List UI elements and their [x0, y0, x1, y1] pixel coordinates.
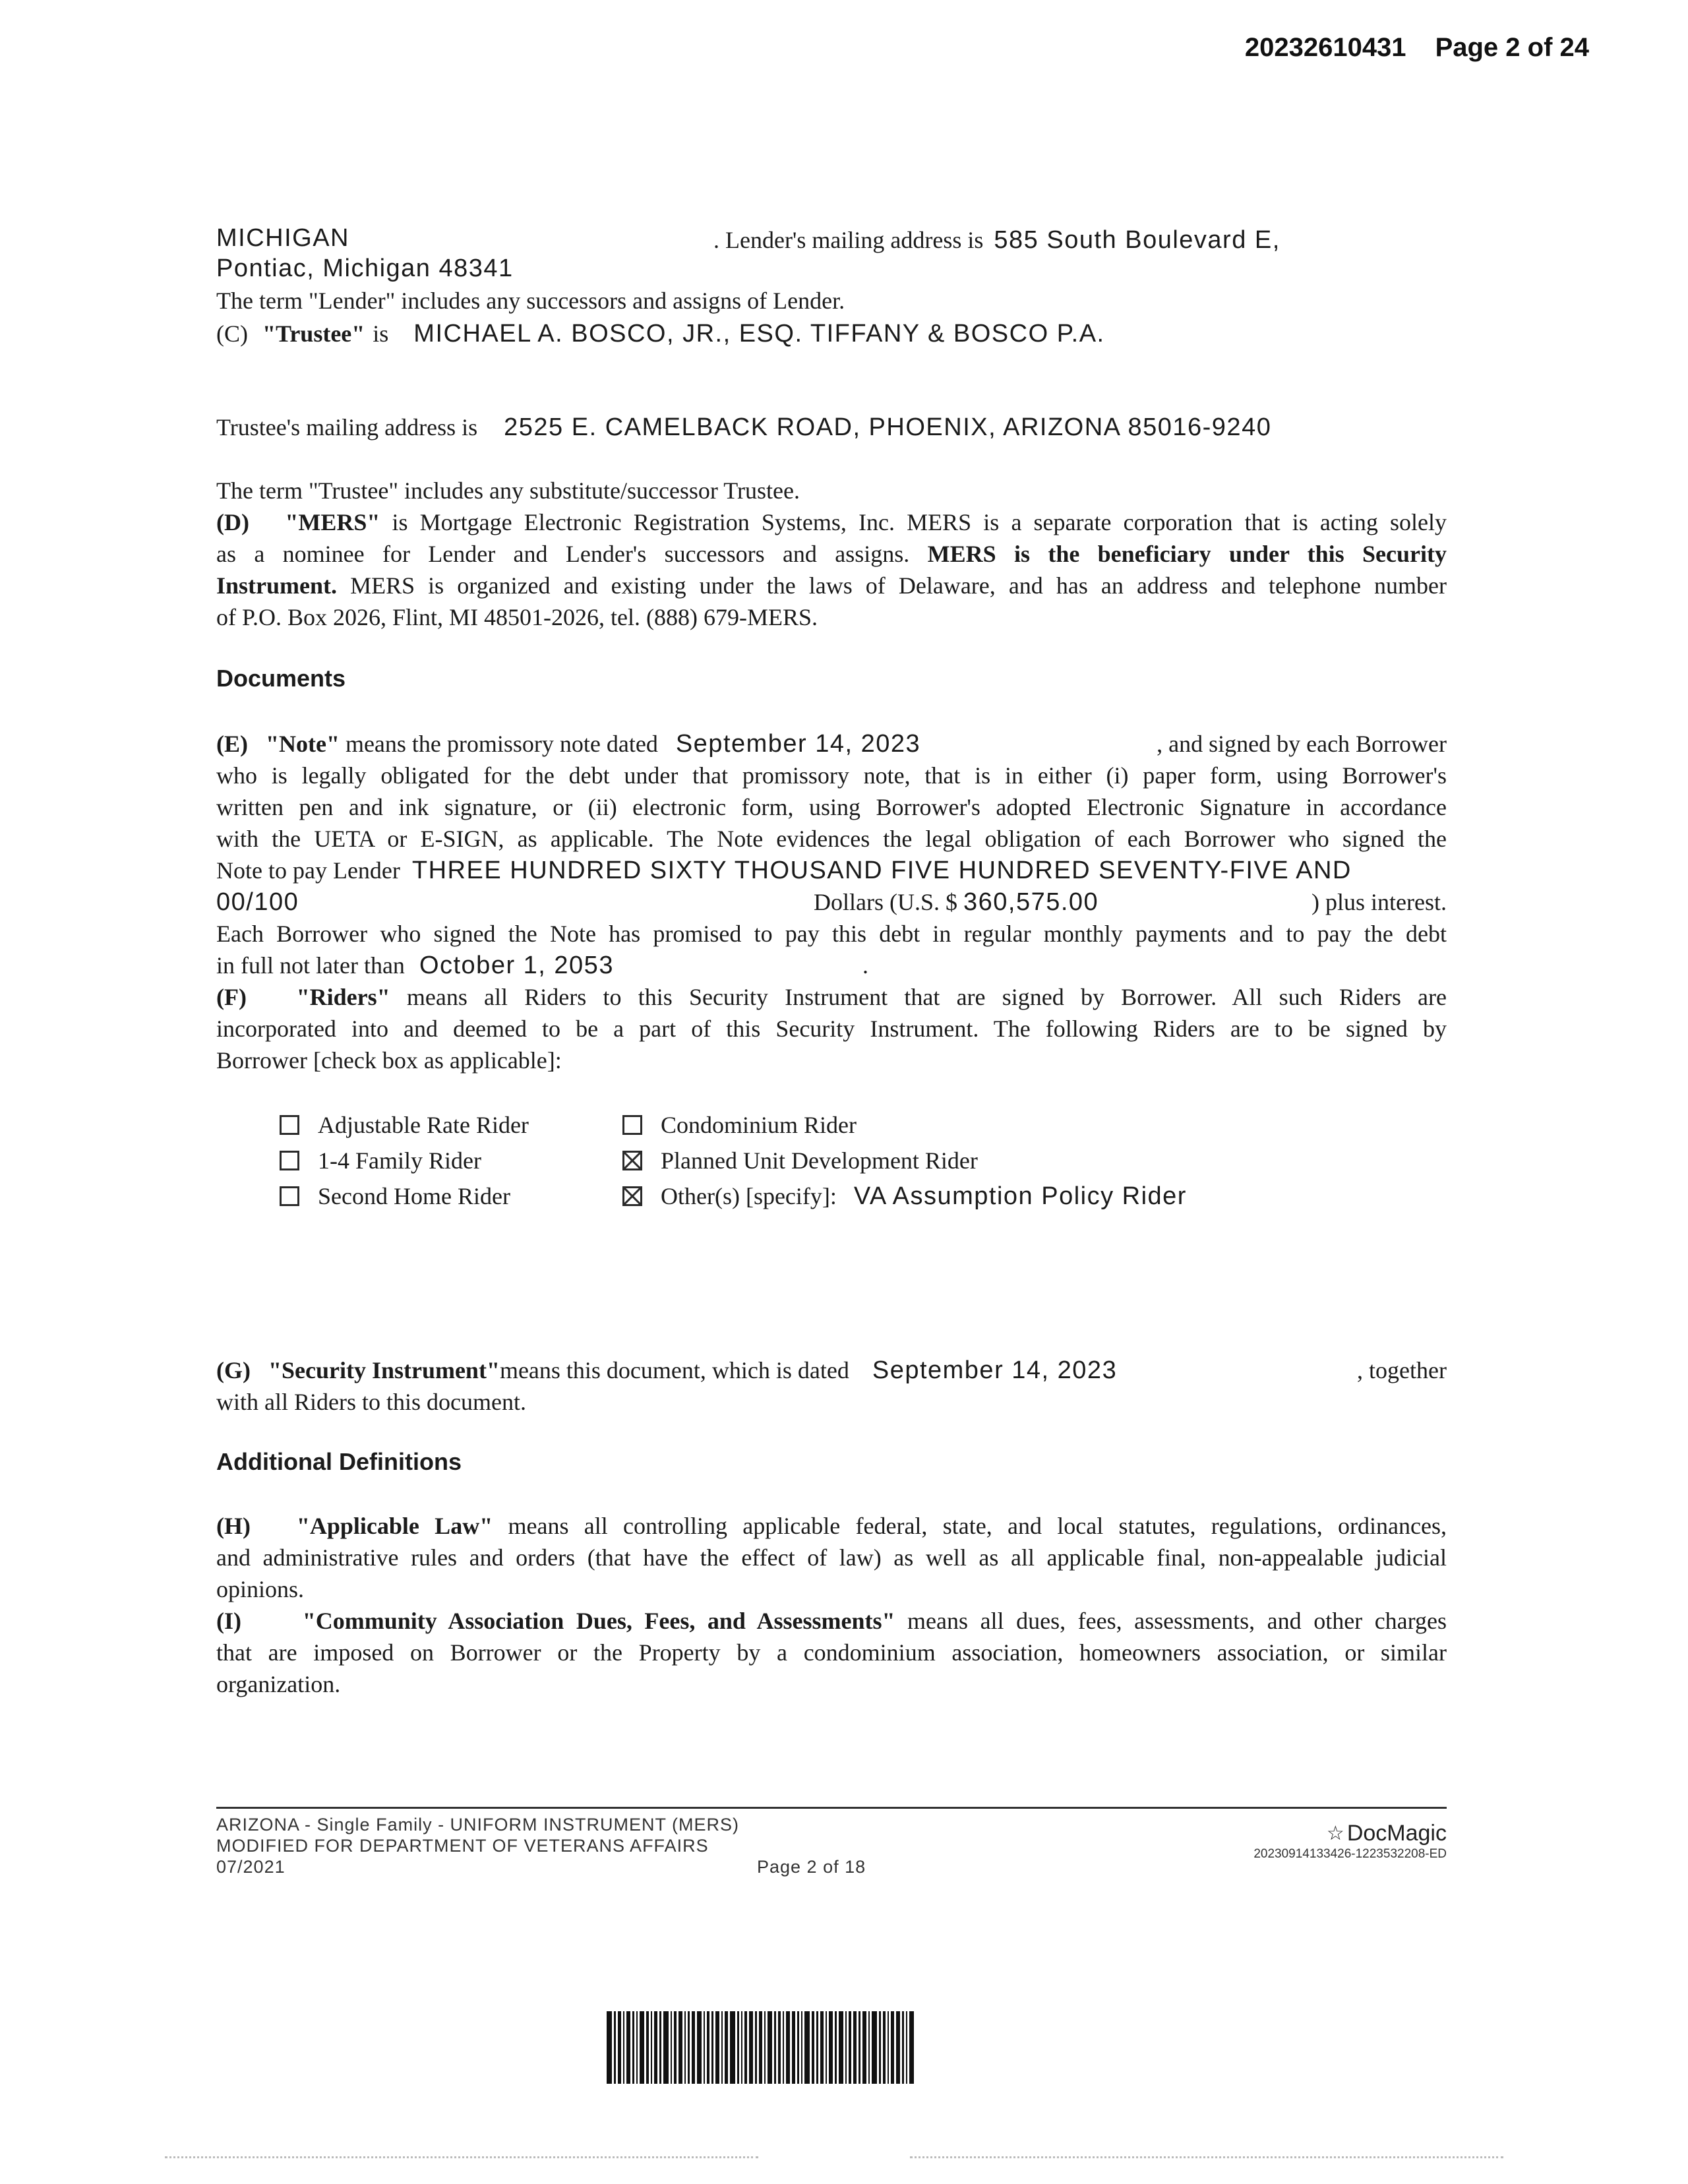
barcode-bar: [778, 2011, 781, 2084]
barcode-bar: [862, 2011, 866, 2084]
riders-line-1: [216, 981, 1447, 1013]
barcode-bar: [902, 2011, 904, 2084]
barcode-bar: [853, 2011, 857, 2084]
star-icon: ☆: [1326, 1823, 1344, 1844]
community-prefix: (I): [216, 1608, 241, 1634]
rider-1-4-family: [280, 1145, 481, 1176]
barcode-bar: [654, 2011, 657, 2084]
document-barcode: [607, 2011, 1062, 2084]
mers-text-2a: as a nominee for Lender and Lender's successors and assigns.: [216, 541, 910, 567]
barcode-bar: [859, 2011, 860, 2084]
barcode-bar: [640, 2011, 644, 2084]
trustee-term-note: The term "Trustee" includes any substitute/successor Trustee.: [216, 477, 800, 504]
note-line-8: [216, 950, 1447, 981]
barcode-bar: [868, 2011, 870, 2084]
recording-header: [1216, 33, 1589, 63]
note-dollars-label: Dollars (U.S. $: [814, 889, 957, 915]
security-line-1: [216, 1354, 1447, 1386]
riders-term: "Riders": [296, 984, 390, 1010]
security-term: "Security Instrument": [268, 1357, 500, 1383]
note-prefix: (E): [216, 731, 248, 757]
rider-label-adjustable-rate: Adjustable Rate Rider: [318, 1112, 529, 1138]
barcode-bar: [804, 2011, 810, 2084]
barcode-bar: [678, 2011, 682, 2084]
barcode-bar: [774, 2011, 776, 2084]
note-amount-words-2: 00/100: [216, 888, 299, 916]
rider-other: [622, 1180, 1187, 1212]
section-heading-documents: Documents: [216, 665, 346, 692]
riders-line-3: Borrower [check box as applicable]:: [216, 1047, 562, 1074]
barcode-bar: [659, 2011, 661, 2084]
note-text-1b: , and signed by each Borrower: [1157, 731, 1447, 757]
note-plus-interest: ) plus interest.: [1311, 889, 1447, 915]
barcode-bar: [839, 2011, 843, 2084]
riders-definition: [216, 981, 1447, 1076]
barcode-bar: [688, 2011, 690, 2084]
rider-checkbox-second-home[interactable]: [280, 1186, 299, 1206]
barcode-bar: [623, 2011, 624, 2084]
riders-text-1: means all Riders to this Security Instrument that are signed by Borrower. All such Riders are: [406, 984, 1447, 1010]
note-line-1: [216, 728, 1447, 760]
barcode-bar: [632, 2011, 634, 2084]
security-text-1a: means this document, which is dated: [499, 1357, 849, 1383]
rider-label-condominium: Condominium Rider: [661, 1112, 857, 1138]
applicable-law-term: "Applicable Law": [296, 1513, 493, 1539]
rider-checkbox-condominium[interactable]: [622, 1115, 642, 1135]
security-instrument-definition: [216, 1354, 1447, 1418]
barcode-bar: [725, 2011, 728, 2084]
community-text-1: means all dues, fees, assessments, and other charges: [907, 1608, 1447, 1634]
note-text-5: Note to pay Lender: [216, 857, 400, 884]
barcode-bar: [692, 2011, 695, 2084]
form-footer: [216, 1807, 1447, 1877]
note-line-4: with the UETA or E-SIGN, as applicable. The Note evidences the legal obligation of each Borrower who signed the: [216, 826, 1447, 852]
barcode-bar: [651, 2011, 652, 2084]
barcode-bar: [906, 2011, 907, 2084]
barcode-bar: [786, 2011, 790, 2084]
lender-address-line1: 585 South Boulevard E,: [994, 226, 1281, 254]
barcode-bar: [896, 2011, 900, 2084]
trustee-mailing-row: [216, 411, 1271, 443]
barcode-bar: [626, 2011, 630, 2084]
lender-state: MICHIGAN: [216, 224, 349, 252]
section-heading-additional-definitions: Additional Definitions: [216, 1448, 462, 1475]
note-line-5: [216, 855, 1447, 886]
note-line-2: who is legally obligated for the debt under that promissory note, that is in either (i) paper form, using Borrower's: [216, 762, 1447, 789]
community-term: "Community Association Dues, Fees, and Assessments": [302, 1608, 895, 1634]
barcode-bar: [741, 2011, 742, 2084]
rider-condominium: [622, 1109, 857, 1141]
barcode-bar: [614, 2011, 616, 2084]
note-definition: [216, 728, 1447, 981]
applicable-law-definition: [216, 1510, 1447, 1605]
rider-checkbox-planned-unit-development[interactable]: [622, 1151, 642, 1170]
security-line-2: with all Riders to this document.: [216, 1389, 526, 1415]
note-text-8: in full not later than: [216, 952, 405, 979]
rider-label-other: Other(s) [specify]:: [661, 1183, 837, 1209]
barcode-bar: [835, 2011, 837, 2084]
rider-label-second-home: Second Home Rider: [318, 1183, 510, 1209]
mers-definition: [216, 506, 1447, 633]
community-association-definition: [216, 1605, 1447, 1700]
barcode-bar: [849, 2011, 851, 2084]
rider-checkbox-other[interactable]: [622, 1186, 642, 1206]
barcode-bar: [909, 2011, 914, 2084]
trustee-mailing-label: Trustee's mailing address is: [216, 414, 478, 440]
note-term: "Note": [266, 731, 340, 757]
security-date: September 14, 2023: [872, 1356, 1118, 1384]
security-text-1b: , together: [1357, 1357, 1447, 1383]
barcode-bar: [671, 2011, 672, 2084]
barcode-bar: [663, 2011, 669, 2084]
barcode-bar: [730, 2011, 735, 2084]
barcode-bar: [704, 2011, 705, 2084]
mers-text-3: MERS is organized and existing under the laws of Delaware, and has an address and telephone number: [350, 572, 1447, 599]
lender-mailing-label: . Lender's mailing address is: [713, 227, 984, 253]
barcode-bar: [749, 2011, 753, 2084]
rider-planned-unit-development: [622, 1145, 978, 1176]
note-maturity-date: October 1, 2053: [419, 952, 614, 979]
docmagic-doc-id: 20230914133426-1223532208-ED: [1253, 1847, 1447, 1861]
recording-page-label: Page 2 of 24: [1435, 33, 1589, 62]
barcode-bar: [721, 2011, 723, 2084]
barcode-bar: [879, 2011, 881, 2084]
recording-number: 20232610431: [1244, 33, 1406, 62]
barcode-bar: [783, 2011, 784, 2084]
barcode-bar: [792, 2011, 795, 2084]
riders-prefix: (F): [216, 984, 247, 1010]
barcode-bar: [891, 2011, 894, 2084]
footer-line-3: 07/2021: [216, 1857, 286, 1877]
rider-checkbox-1-4-family[interactable]: [280, 1151, 299, 1170]
barcode-bar: [707, 2011, 709, 2084]
community-line-1: [216, 1605, 1447, 1637]
barcode-bar: [618, 2011, 621, 2084]
applicable-law-line-2: and administrative rules and orders (that have the effect of law) as well as all applicable final, non-appealable judicial: [216, 1544, 1447, 1571]
mers-line-1: [216, 506, 1447, 538]
scan-noise: [165, 2156, 758, 2162]
trustee-name: MICHAEL A. BOSCO, JR., ESQ. TIFFANY & BOSCO P.A.: [413, 320, 1105, 348]
barcode-bar: [812, 2011, 814, 2084]
applicable-law-prefix: (H): [216, 1513, 251, 1539]
trustee-is: is: [373, 320, 389, 347]
barcode-bar: [768, 2011, 772, 2084]
barcode-bar: [744, 2011, 747, 2084]
barcode-bar: [816, 2011, 818, 2084]
note-amount-words-1: THREE HUNDRED SIXTY THOUSAND FIVE HUNDRED SEVENTY-FIVE AND: [411, 857, 1352, 884]
rider-other-specify: VA Assumption Policy Rider: [853, 1182, 1187, 1210]
barcode-bar: [872, 2011, 877, 2084]
scan-noise: [910, 2156, 1503, 2162]
note-text-1a: means the promissory note dated: [345, 731, 658, 757]
rider-second-home: [280, 1180, 510, 1212]
mers-line-3: [216, 570, 1447, 601]
rider-label-planned-unit-development: Planned Unit Development Rider: [661, 1147, 978, 1174]
barcode-bar: [829, 2011, 833, 2084]
mers-line-4: of P.O. Box 2026, Flint, MI 48501-2026, tel. (888) 679-MERS.: [216, 604, 818, 630]
mers-bold-2: MERS is the beneficiary under this Security: [927, 541, 1447, 567]
community-line-2: that are imposed on Borrower or the Property by a condominium association, homeowners association, or similar: [216, 1639, 1447, 1666]
barcode-bar: [759, 2011, 762, 2084]
footer-line-2: MODIFIED FOR DEPARTMENT OF VETERANS AFFAIRS: [216, 1836, 709, 1856]
barcode-bar: [801, 2011, 802, 2084]
barcode-bar: [764, 2011, 766, 2084]
rider-checkbox-adjustable-rate[interactable]: [280, 1115, 299, 1135]
note-line-7: Each Borrower who signed the Note has promised to pay this debt in regular monthly payments and to pay the debt: [216, 921, 1447, 947]
barcode-bar: [820, 2011, 824, 2084]
barcode-bar: [845, 2011, 847, 2084]
trustee-definition: [216, 318, 1105, 349]
security-prefix: (G): [216, 1357, 251, 1383]
rider-adjustable-rate: [280, 1109, 529, 1141]
note-line-6: [216, 886, 1447, 918]
barcode-bar: [636, 2011, 638, 2084]
docmagic-logo: [1327, 1821, 1447, 1846]
barcode-bar: [607, 2011, 612, 2084]
barcode-bar: [755, 2011, 757, 2084]
barcode-bar: [674, 2011, 677, 2084]
barcode-bar: [826, 2011, 827, 2084]
mers-line-2: [216, 538, 1447, 570]
mers-bold-3: Instrument.: [216, 572, 338, 599]
applicable-law-text-1: means all controlling applicable federal, state, and local statutes, regulations, ordinances,: [508, 1513, 1447, 1539]
barcode-bar: [646, 2011, 649, 2084]
note-period: .: [862, 952, 868, 979]
note-amount: 360,575.00: [963, 888, 1099, 916]
mers-text-1: is Mortgage Electronic Registration Systems, Inc. MERS is a separate corporation that is acting solely: [392, 509, 1447, 535]
docmagic-brand: DocMagic: [1346, 1821, 1447, 1846]
barcode-bar: [711, 2011, 713, 2084]
barcode-bar: [697, 2011, 702, 2084]
barcode-bar: [797, 2011, 799, 2084]
rider-label-1-4-family: 1-4 Family Rider: [318, 1147, 481, 1174]
note-line-3: written pen and ink signature, or (ii) electronic form, using Borrower's adopted Electronic Signature in accordance: [216, 794, 1447, 820]
riders-line-2: incorporated into and deemed to be a part of this Security Instrument. The following Riders are to be signed by: [216, 1016, 1447, 1042]
lender-term-note: The term "Lender" includes any successors and assigns of Lender.: [216, 288, 845, 314]
note-dollars-group: [814, 886, 1099, 918]
barcode-bar: [684, 2011, 686, 2084]
trustee-prefix: (C): [216, 320, 248, 347]
trustee-term: "Trustee": [262, 320, 365, 347]
lender-mailing-row: [713, 224, 1281, 256]
footer-line-1: ARIZONA - Single Family - UNIFORM INSTRUMENT (MERS): [216, 1815, 740, 1835]
barcode-bar: [737, 2011, 739, 2084]
barcode-bar: [715, 2011, 719, 2084]
mers-prefix: (D): [216, 509, 249, 535]
note-date: September 14, 2023: [675, 730, 921, 758]
barcode-bar: [883, 2011, 886, 2084]
footer-page-number: Page 2 of 18: [757, 1857, 866, 1877]
community-line-3: organization.: [216, 1671, 341, 1697]
applicable-law-line-3: opinions.: [216, 1576, 305, 1602]
lender-address-line2: Pontiac, Michigan 48341: [216, 255, 514, 282]
mers-term: "MERS": [285, 509, 380, 535]
applicable-law-line-1: [216, 1510, 1447, 1542]
barcode-bar: [888, 2011, 889, 2084]
trustee-address: 2525 E. CAMELBACK ROAD, PHOENIX, ARIZONA 85016-9240: [504, 413, 1272, 441]
